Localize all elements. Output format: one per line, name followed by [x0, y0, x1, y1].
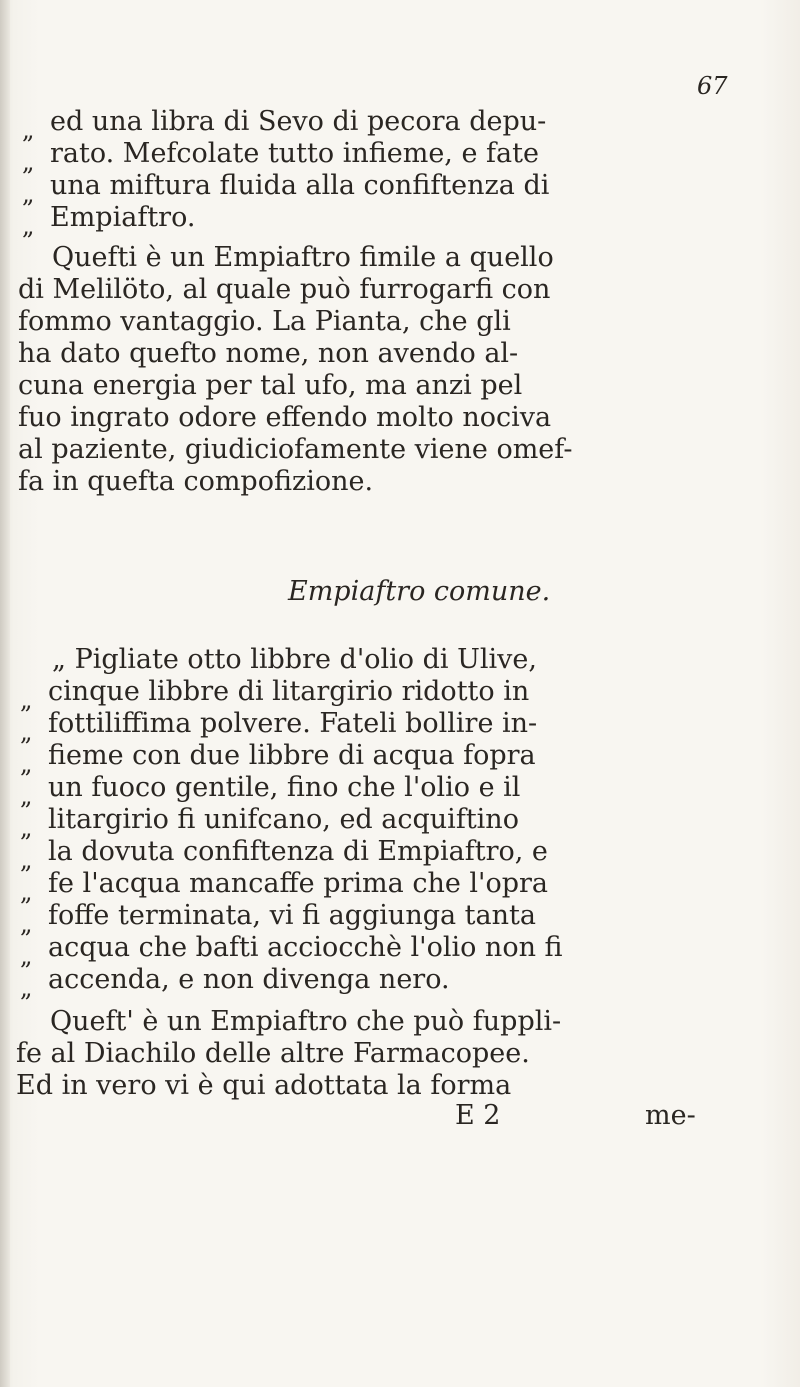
text-line: una miftura fluida alla confiftenza di: [50, 170, 550, 201]
page-number: 67: [697, 72, 728, 100]
text-line: fe l'acqua mancaffe prima che l'opra: [48, 868, 549, 899]
text-line: la dovuta confiftenza di Empiaftro, e: [48, 836, 548, 867]
text-line: Quefti è un Empiaftro fimile a quello: [52, 242, 554, 273]
text-line: Empiaftro.: [50, 202, 196, 233]
text-line: litargirio fi unifcano, ed acquiftino: [48, 804, 519, 835]
quote-mark: „: [22, 212, 35, 240]
text-line: foffe terminata, vi fi aggiunga tanta: [48, 900, 536, 931]
quote-mark: „: [20, 974, 33, 1002]
section-heading: Empiaftro comune.: [288, 576, 551, 607]
text-line: fuo ingrato odore effendo molto nociva: [18, 402, 552, 433]
quote-mark: „: [20, 878, 33, 906]
text-line: rato. Mefcolate tutto infieme, e fate: [50, 138, 539, 169]
text-line: ed una libra di Sevo di pecora depu-: [50, 106, 547, 137]
binding-gutter: [0, 0, 10, 1387]
text-line: fieme con due libbre di acqua fopra: [48, 740, 536, 771]
text-line: fe al Diachilo delle altre Farmacopee.: [16, 1038, 530, 1069]
quote-mark: „: [22, 180, 35, 208]
text-line: fa in quefta compofizione.: [18, 466, 374, 497]
text-line: fommo vantaggio. La Pianta, che gli: [18, 306, 511, 337]
quote-mark: „: [20, 750, 33, 778]
text-line: accenda, e non divenga nero.: [48, 964, 450, 995]
quote-mark: „: [20, 686, 33, 714]
text-line: „ Pigliate otto libbre d'olio di Ulive,: [52, 644, 537, 675]
text-line: fottiliffima polvere. Fateli bollire in-: [48, 708, 538, 739]
text-line: Queft' è un Empiaftro che può fuppli-: [50, 1006, 562, 1037]
quote-mark: „: [20, 814, 33, 842]
text-line: di Melilöto, al quale può furrogarfi con: [18, 274, 551, 305]
quote-mark: „: [20, 718, 33, 746]
text-line: cuna energia per tal ufo, ma anzi pel: [18, 370, 523, 401]
quote-mark: „: [20, 782, 33, 810]
signature-mark: E 2: [455, 1100, 501, 1131]
quote-mark: „: [20, 942, 33, 970]
text-line: Ed in vero vi è qui adottata la forma: [16, 1070, 512, 1101]
text-line: un fuoco gentile, fino che l'olio e il: [48, 772, 521, 803]
text-line: cinque libbre di litargirio ridotto in: [48, 676, 530, 707]
catchword: me-: [645, 1100, 696, 1131]
quote-mark: „: [20, 846, 33, 874]
quote-mark: „: [22, 148, 35, 176]
text-line: acqua che bafti acciocchè l'olio non fi: [48, 932, 563, 963]
text-line: al paziente, giudiciofamente viene omef-: [18, 434, 573, 465]
quote-mark: „: [22, 116, 35, 144]
quote-mark: „: [20, 910, 33, 938]
text-line: ha dato quefto nome, non avendo al-: [18, 338, 519, 369]
